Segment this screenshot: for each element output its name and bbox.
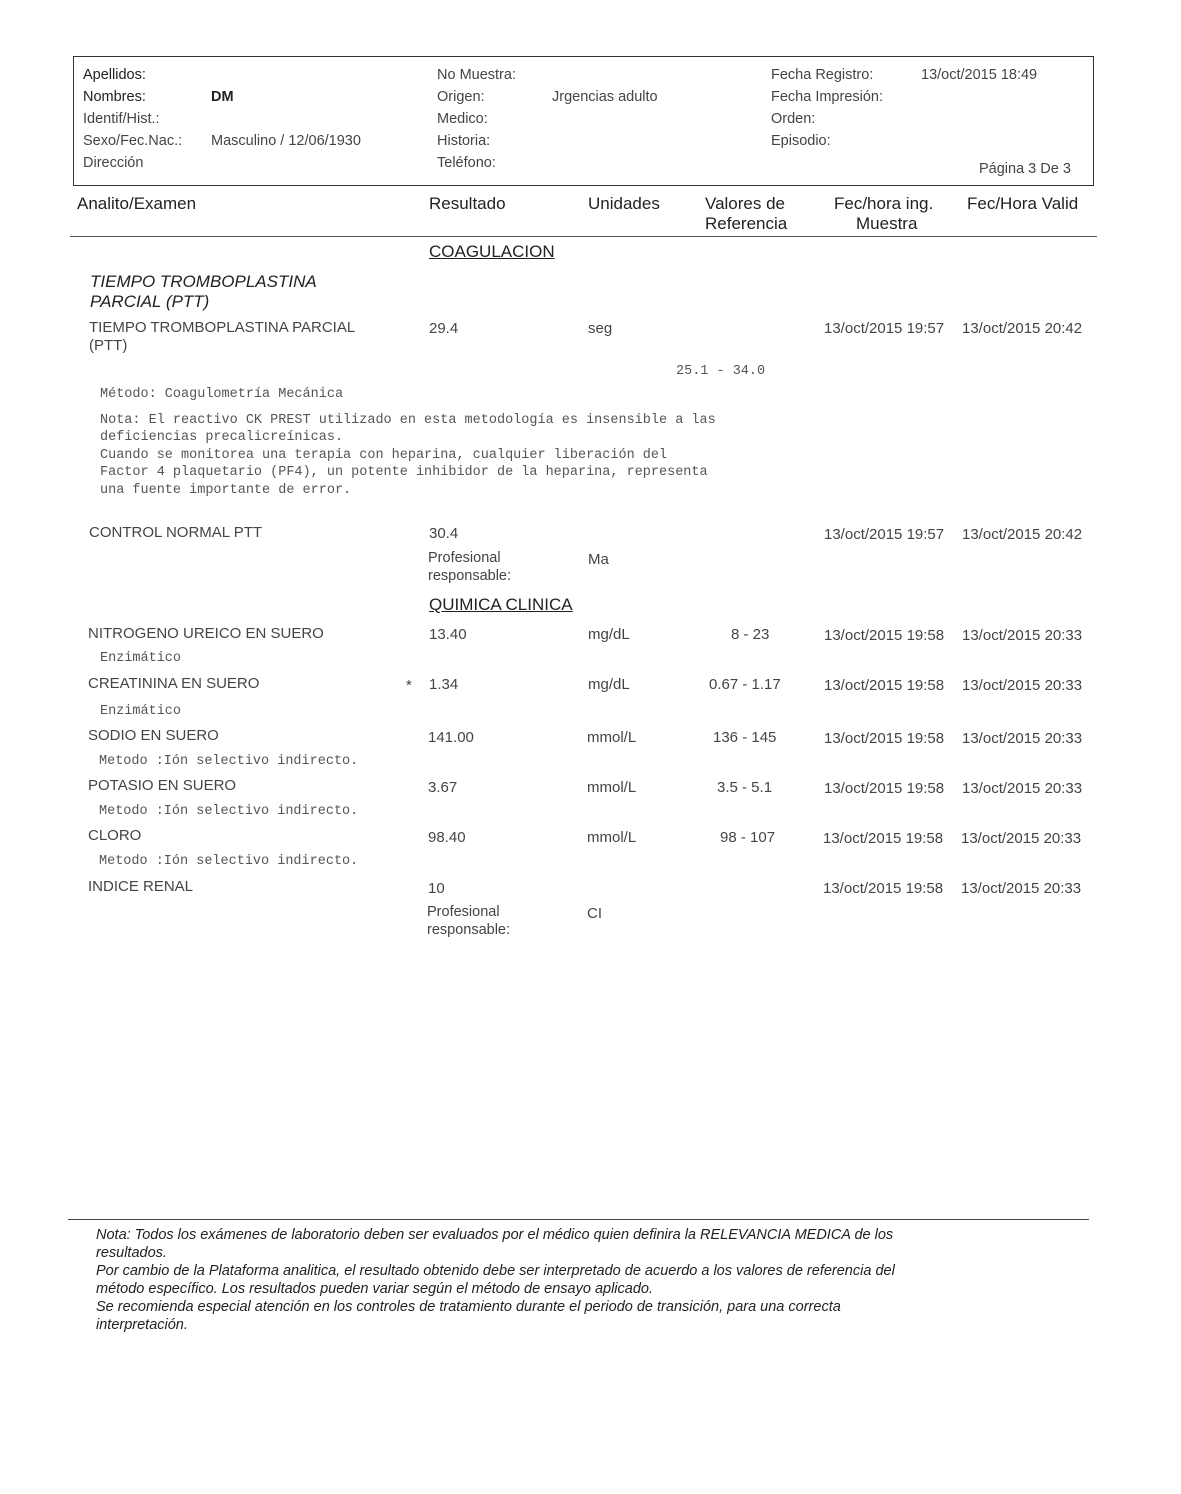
quimica-row-name: CLORO xyxy=(88,827,142,844)
ptt-name-line-1: TIEMPO TROMBOPLASTINA PARCIAL xyxy=(89,319,356,336)
footer-note-line-1: Nota: Todos los exámenes de laboratorio deben ser evaluados por el médico quien definira la RELEVANCIA MEDICA de los xyxy=(96,1227,894,1243)
profesional-value: CI xyxy=(587,905,602,922)
col-analito: Analito/Examen xyxy=(77,194,197,213)
profesional-label-line-2: responsable: xyxy=(428,568,512,584)
section-title-quimica: QUIMICA CLINICA xyxy=(429,595,573,614)
quimica-row-fec-ing: 13/oct/2015 19:58 xyxy=(824,677,945,694)
group-title-line-2: PARCIAL (PTT) xyxy=(90,292,210,311)
quimica-row-fec-valid: 13/oct/2015 20:33 xyxy=(961,830,1082,847)
ptt-note-line-5: una fuente importante de error. xyxy=(100,483,352,498)
control-ptt-fec-ing: 13/oct/2015 19:57 xyxy=(824,526,945,543)
quimica-row-ref: 98 - 107 xyxy=(720,829,776,846)
telefono-label: Teléfono: xyxy=(437,155,496,171)
col-valores-2: Referencia xyxy=(705,214,788,233)
quimica-row-unit: mmol/L xyxy=(587,779,637,796)
ptt-result: 29.4 xyxy=(429,320,459,337)
quimica-row-result: 10 xyxy=(428,880,445,897)
abnormal-flag: * xyxy=(406,677,412,694)
quimica-row-name: INDICE RENAL xyxy=(88,878,194,895)
historia-label: Historia: xyxy=(437,133,491,149)
fecha-registro-label: Fecha Registro: xyxy=(771,67,874,83)
fecha-impresion-label: Fecha Impresión: xyxy=(771,89,884,105)
quimica-row-ref: 0.67 - 1.17 xyxy=(709,676,781,693)
footer-note-line-2: resultados. xyxy=(96,1245,167,1261)
col-unidades: Unidades xyxy=(588,194,660,213)
profesional-value: Ma xyxy=(588,551,609,568)
quimica-row-unit: mg/dL xyxy=(588,626,630,643)
col-fec-ing-1: Fec/hora ing. xyxy=(834,194,934,213)
quimica-row-name: POTASIO EN SUERO xyxy=(88,777,237,794)
quimica-row-fec-valid: 13/oct/2015 20:33 xyxy=(962,780,1083,797)
ptt-fec-valid: 13/oct/2015 20:42 xyxy=(962,320,1083,337)
col-fec-ing-2: Muestra xyxy=(856,214,918,233)
quimica-row-fec-ing: 13/oct/2015 19:58 xyxy=(824,627,945,644)
quimica-row-unit: mg/dL xyxy=(588,676,630,693)
quimica-row-result: 13.40 xyxy=(429,626,467,643)
fecha-registro-value: 13/oct/2015 18:49 xyxy=(921,67,1038,83)
ptt-note-line-2: deficiencias precalicreínicas. xyxy=(100,430,344,445)
control-ptt-result: 30.4 xyxy=(429,525,459,542)
quimica-row-method: Enzimático xyxy=(100,704,182,719)
apellidos-label: Apellidos: xyxy=(83,67,146,83)
ptt-unit: seg xyxy=(588,320,613,337)
footer-divider xyxy=(68,1219,1089,1220)
quimica-row-fec-valid: 13/oct/2015 20:33 xyxy=(962,677,1083,694)
profesional-label-line-1: Profesional xyxy=(427,904,500,920)
quimica-row-method: Enzimático xyxy=(100,651,182,666)
col-resultado: Resultado xyxy=(429,194,506,213)
footer-note-line-6: interpretación. xyxy=(96,1317,188,1333)
sexo-label: Sexo/Fec.Nac.: xyxy=(83,133,183,149)
quimica-row-method: Metodo :Ión selectivo indirecto. xyxy=(99,854,359,869)
quimica-row-method: Metodo :Ión selectivo indirecto. xyxy=(99,804,359,819)
ptt-note-line-4: Factor 4 plaquetario (PF4), un potente inhibidor de la heparina, representa xyxy=(100,465,708,480)
nombres-label: Nombres: xyxy=(83,89,146,105)
origen-value: Jrgencias adulto xyxy=(552,89,658,105)
control-ptt-name: CONTROL NORMAL PTT xyxy=(89,524,263,541)
quimica-row-unit: mmol/L xyxy=(587,829,637,846)
footer-note-line-3: Por cambio de la Plataforma analitica, el resultado obtenido debe ser interpretado de acuerdo a los valores de referencia del xyxy=(96,1263,895,1279)
quimica-row-unit: mmol/L xyxy=(587,729,637,746)
quimica-row-fec-ing: 13/oct/2015 19:58 xyxy=(824,730,945,747)
footer-note-line-5: Se recomienda especial atención en los controles de tratamiento durante el periodo de transición, para una correcta xyxy=(96,1299,841,1315)
ptt-note-line-3: Cuando se monitorea una terapia con heparina, cualquier liberación del xyxy=(100,448,668,463)
nombres-value: DM xyxy=(211,89,234,105)
ptt-reference-range: 25.1 - 34.0 xyxy=(676,364,766,379)
no-muestra-label: No Muestra: xyxy=(437,67,516,83)
sexo-value: Masculino / 12/06/1930 xyxy=(211,133,361,149)
control-ptt-fec-valid: 13/oct/2015 20:42 xyxy=(962,526,1083,543)
section-title-coagulacion: COAGULACION xyxy=(429,242,555,261)
ptt-note-line-1: Nota: El reactivo CK PREST utilizado en esta metodología es insensible a las xyxy=(100,413,716,428)
quimica-row-ref: 3.5 - 5.1 xyxy=(717,779,773,796)
quimica-row-name: NITROGENO UREICO EN SUERO xyxy=(88,625,324,642)
medico-label: Medico: xyxy=(437,111,488,127)
quimica-row-fec-ing: 13/oct/2015 19:58 xyxy=(823,830,944,847)
col-valores-1: Valores de xyxy=(705,194,786,213)
footer-note-line-4: método específico. Los resultados pueden variar según el método de ensayo aplicado. xyxy=(96,1281,653,1297)
ptt-method: Método: Coagulometría Mecánica xyxy=(100,387,344,402)
identif-label: Identif/Hist.: xyxy=(83,111,160,127)
quimica-row-fec-valid: 13/oct/2015 20:33 xyxy=(962,730,1083,747)
origen-label: Origen: xyxy=(437,89,485,105)
quimica-row-name: SODIO EN SUERO xyxy=(88,727,219,744)
quimica-row-method: Metodo :Ión selectivo indirecto. xyxy=(99,754,359,769)
quimica-row-result: 98.40 xyxy=(428,829,466,846)
group-title-line-1: TIEMPO TROMBOPLASTINA xyxy=(90,272,317,291)
ptt-name-line-2: (PTT) xyxy=(89,337,128,354)
quimica-row-result: 1.34 xyxy=(429,676,459,693)
quimica-row-result: 141.00 xyxy=(428,729,474,746)
quimica-row-fec-valid: 13/oct/2015 20:33 xyxy=(961,880,1082,897)
orden-label: Orden: xyxy=(771,111,816,127)
header-divider xyxy=(70,236,1097,237)
quimica-row-ref: 8 - 23 xyxy=(731,626,770,643)
quimica-row-name: CREATININA EN SUERO xyxy=(88,675,260,692)
direccion-label: Dirección xyxy=(83,155,144,171)
page-number: Página 3 De 3 xyxy=(979,161,1071,177)
ptt-fec-ing: 13/oct/2015 19:57 xyxy=(824,320,945,337)
episodio-label: Episodio: xyxy=(771,133,831,149)
quimica-row-ref: 136 - 145 xyxy=(713,729,777,746)
col-fec-valid: Fec/Hora Valid xyxy=(967,194,1079,213)
quimica-row-fec-ing: 13/oct/2015 19:58 xyxy=(824,780,945,797)
profesional-label-line-2: responsable: xyxy=(427,922,511,938)
quimica-row-fec-valid: 13/oct/2015 20:33 xyxy=(962,627,1083,644)
quimica-row-result: 3.67 xyxy=(428,779,458,796)
profesional-label-line-1: Profesional xyxy=(428,550,501,566)
quimica-row-fec-ing: 13/oct/2015 19:58 xyxy=(823,880,944,897)
